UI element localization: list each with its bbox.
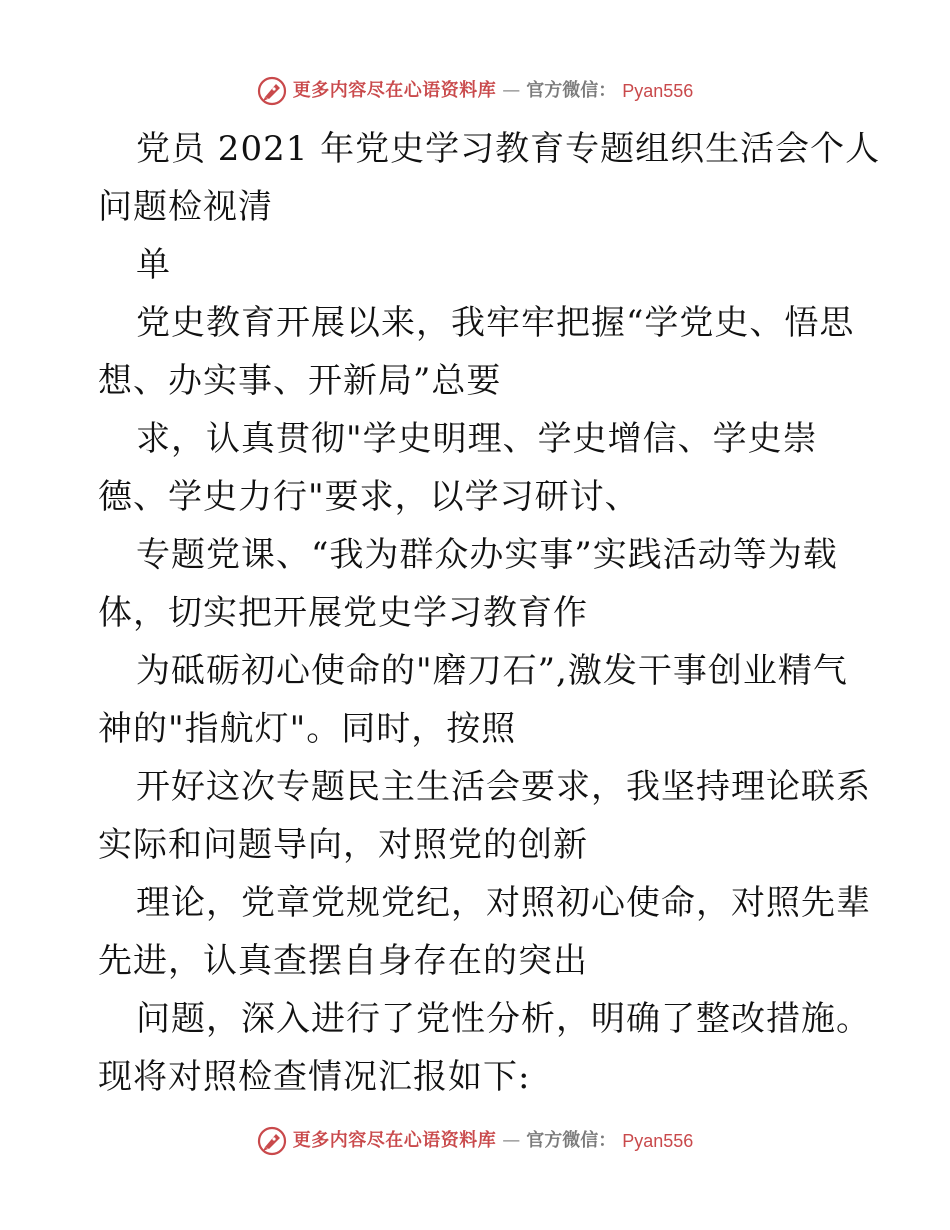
text-line: 专题党课、“我为群众办实事”实践活动等为载 xyxy=(136,535,838,575)
watermark-brand: 更多内容尽在心语资料库 xyxy=(292,1130,497,1151)
text-line: 想、办实事、开新局”总要 xyxy=(98,361,502,401)
text-line: 求，认真贯彻"学史明理、学史增信、学史崇 xyxy=(136,419,818,459)
text-line: 先进，认真查摆自身存在的突出 xyxy=(98,941,588,981)
pen-nib-logo-icon xyxy=(257,76,287,106)
text-line: 单 xyxy=(136,245,171,285)
pen-nib-logo-icon xyxy=(257,1126,287,1156)
text-line: 现将对照检查情况汇报如下: xyxy=(98,1057,531,1097)
footer-watermark xyxy=(0,1126,950,1156)
watermark-brand: 更多内容尽在心语资料库 xyxy=(292,80,497,101)
watermark-official: 官方微信： xyxy=(526,1130,617,1151)
text-line: 体，切实把开展党史学习教育作 xyxy=(98,593,588,633)
text-line: 德、学史力行"要求，以学习研讨、 xyxy=(98,477,640,517)
watermark-dash: — xyxy=(502,80,521,101)
text-line: 神的"指航灯"。同时，按照 xyxy=(98,709,517,749)
text-line: 问题检视清 xyxy=(98,187,273,227)
text-line: 党史教育开展以来，我牢牢把握“学党史、悟思 xyxy=(136,303,855,343)
watermark-official: 官方微信： xyxy=(526,80,617,101)
text-line: 开好这次专题民主生活会要求，我坚持理论联系 xyxy=(136,767,871,807)
text-line: 理论，党章党规党纪，对照初心使命，对照先辈 xyxy=(136,883,871,923)
header-watermark xyxy=(0,76,950,106)
text-line: 实际和问题导向，对照党的创新 xyxy=(98,825,588,865)
text-line: 为砥砺初心使命的"磨刀石”,激发干事创业精气 xyxy=(136,651,848,691)
watermark-dash: — xyxy=(502,1130,521,1151)
document-body xyxy=(98,120,881,1106)
watermark-wechat-id: Pyan556 xyxy=(622,1131,694,1151)
text-line: 党员 2021 年党史学习教育专题组织生活会个人 xyxy=(136,129,881,169)
text-line: 问题，深入进行了党性分析，明确了整改措施。 xyxy=(136,999,871,1039)
watermark-wechat-id: Pyan556 xyxy=(622,81,694,101)
